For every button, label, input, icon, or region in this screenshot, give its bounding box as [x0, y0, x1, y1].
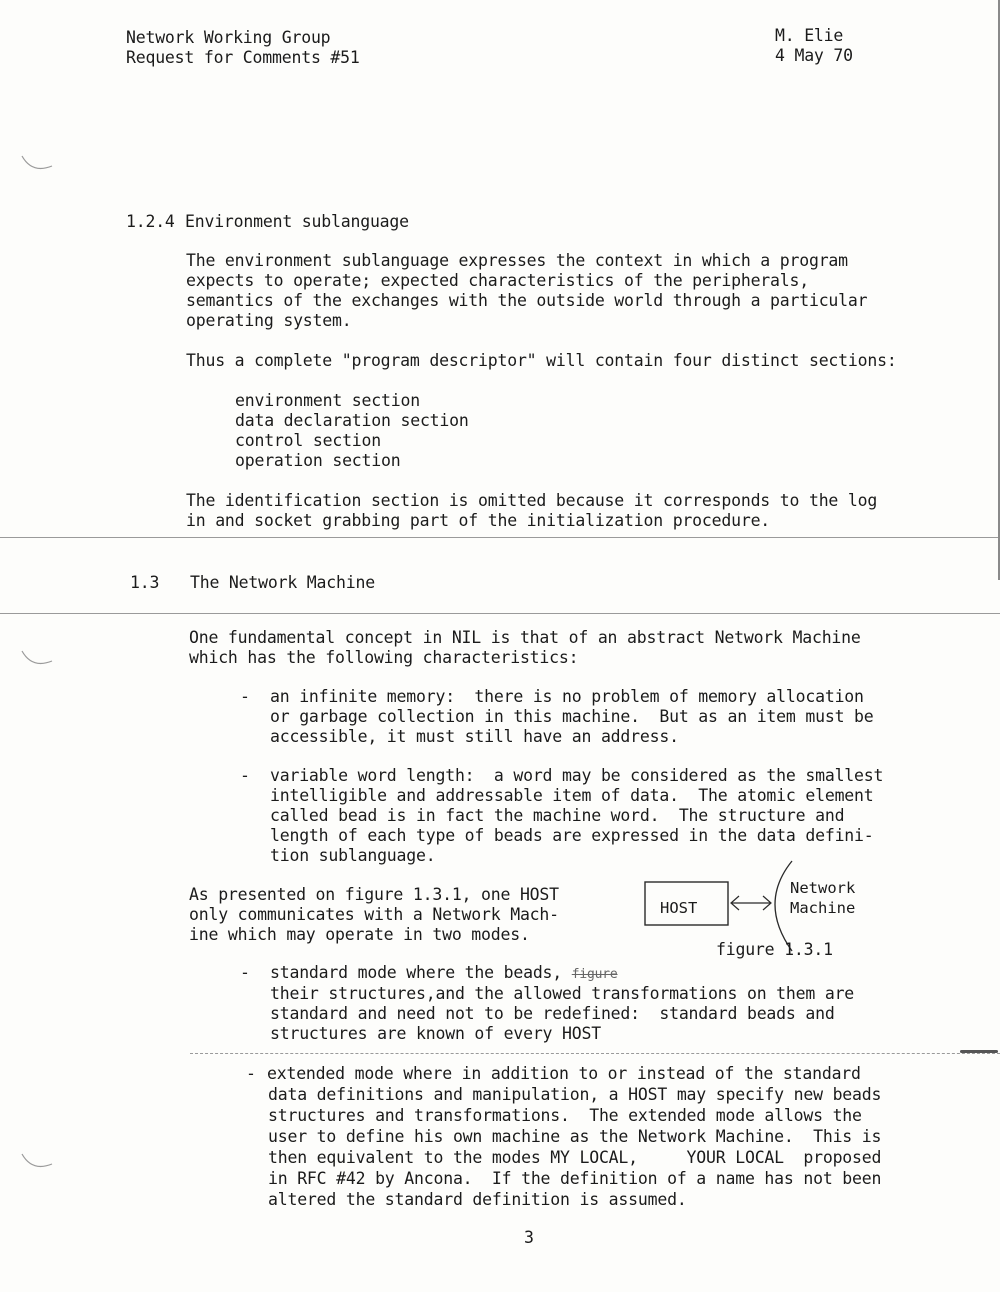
header-group: Network Working Group — [126, 28, 331, 47]
bullet-line: structures and transformations. The extended mode allows the — [268, 1106, 862, 1125]
intro-para-line: One fundamental concept in NIL is that of an abstract Network Machine — [189, 628, 861, 647]
divider-line — [0, 613, 1000, 614]
page-number: 3 — [524, 1228, 534, 1247]
bullet-line: altered the standard definition is assumed. — [268, 1190, 687, 1209]
identification-para-line: in and socket grabbing part of the initialization procedure. — [186, 511, 771, 530]
section-1-2-4-number: 1.2.4 — [126, 212, 175, 231]
network-machine-label: Network — [790, 879, 856, 897]
bullet-line: extended mode where in addition to or instead of the standard — [267, 1064, 861, 1083]
section-1-2-4-title: Environment sublanguage — [185, 212, 409, 231]
bullet-line: user to define his own machine as the Network Machine. This is — [268, 1127, 882, 1146]
section-1-3-title: The Network Machine — [190, 573, 375, 592]
identification-para-line: The identification section is omitted because it corresponds to the log — [186, 491, 878, 510]
scan-mark — [18, 150, 58, 180]
bullet-line: called bead is in fact the machine word. The structure and — [270, 806, 845, 825]
bullet-line: their structures,and the allowed transformations on them are — [270, 984, 855, 1003]
bullet-line: variable word length: a word may be considered as the smallest — [270, 766, 884, 785]
bullet-dash: - — [240, 963, 250, 982]
bullet-line: data definitions and manipulation, a HOST may specify new beads — [268, 1085, 882, 1104]
bullet-line: accessible, it must still have an address. — [270, 727, 679, 746]
bullet-line: structures are known of every HOST — [270, 1024, 601, 1043]
bullet-line: length of each type of beads are expressed in the data defini- — [270, 826, 874, 845]
host-label: HOST — [660, 899, 698, 917]
bullet-dash: - — [246, 1064, 256, 1083]
divider-line — [0, 537, 1000, 538]
section-list-item: operation section — [235, 451, 401, 470]
header-author: M. Elie — [775, 26, 844, 45]
section-list-item: data declaration section — [235, 411, 469, 430]
bullet-dash: - — [240, 687, 250, 706]
descriptor-sentence: Thus a complete "program descriptor" will contain four distinct sections: — [186, 351, 897, 370]
env-para-line: expects to operate; expected characteristics of the peripherals, — [186, 271, 809, 290]
scan-mark — [18, 1148, 58, 1178]
struck-word: figure — [571, 967, 618, 982]
scan-mark — [960, 1050, 998, 1053]
figure-para-line: As presented on figure 1.3.1, one HOST — [189, 885, 559, 904]
env-para-line: operating system. — [186, 311, 352, 330]
figure-para-line: ine which may operate in two modes. — [189, 925, 530, 944]
bullet-line: tion sublanguage. — [270, 846, 436, 865]
bullet-line: an infinite memory: there is no problem of memory allocation — [270, 687, 864, 706]
bullet-line: then equivalent to the modes MY LOCAL, YOUR LOCAL proposed — [268, 1148, 882, 1167]
header-date: 4 May 70 — [775, 46, 853, 65]
bullet-line: standard and need not to be redefined: standard beads and — [270, 1004, 835, 1023]
section-1-3-number: 1.3 — [130, 573, 160, 592]
bullet-text: standard mode where the beads, — [270, 963, 563, 982]
figure-caption: figure 1.3.1 — [716, 940, 833, 959]
scan-mark — [18, 645, 58, 675]
divider-line — [190, 1053, 1000, 1054]
bullet-line: intelligible and addressable item of data. The atomic element — [270, 786, 874, 805]
header-rfc-number: Request for Comments #51 — [126, 48, 360, 67]
network-machine-label: Machine — [790, 899, 856, 917]
figure-para-line: only communicates with a Network Mach- — [189, 905, 559, 924]
env-para-line: The environment sublanguage expresses the context in which a program — [186, 251, 848, 270]
intro-para-line: which has the following characteristics: — [189, 648, 579, 667]
env-para-line: semantics of the exchanges with the outside world through a particular — [186, 291, 868, 310]
bullet-line — [270, 963, 618, 985]
section-list-item: control section — [235, 431, 382, 450]
bullet-line: in RFC #42 by Ancona. If the definition of a name has not been — [268, 1169, 882, 1188]
section-list-item: environment section — [235, 391, 420, 410]
bullet-dash: - — [240, 766, 250, 785]
bullet-line: or garbage collection in this machine. But as an item must be — [270, 707, 874, 726]
